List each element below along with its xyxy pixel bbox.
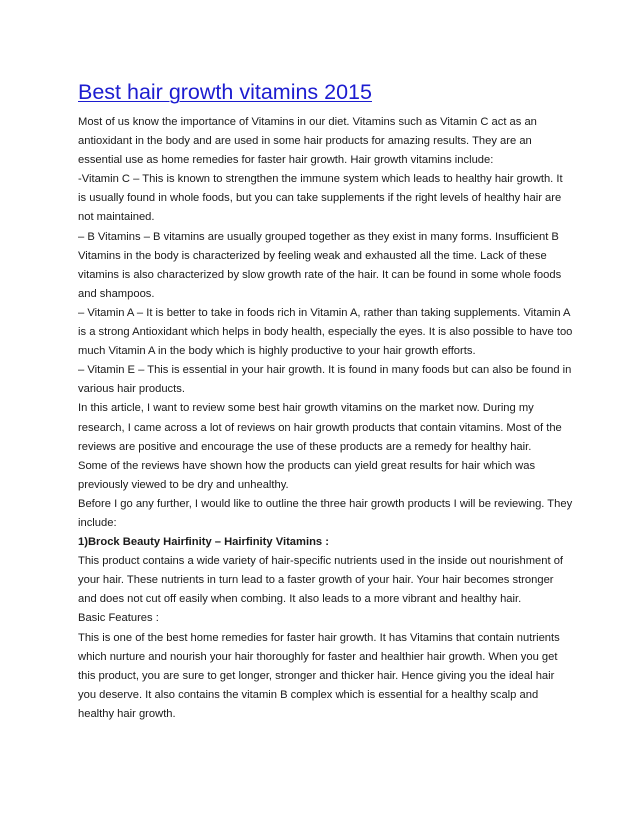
body-text-line: your hair. These nutrients in turn lead to a faster growth of your hair. Your hair becomes stronger [78,574,554,587]
body-text-line: Vitamins in the body is characterized by feeling weak and exhausted all the time. Lack of these [78,249,547,262]
article-body [78,113,578,724]
body-text-line: – Vitamin A – It is better to take in foods rich in Vitamin A, rather than taking supplements. Vitamin A [78,306,571,319]
body-text-line: you deserve. It also contains the vitamin B complex which is essential for a healthy scalp and [78,688,539,701]
body-text-line: and does not cut off easily when combing. It also leads to a more vibrant and healthy hair. [78,593,522,606]
body-text-line: include: [78,516,117,529]
body-text-line: much Vitamin A in the body which is highly productive to your hair growth efforts. [78,345,476,358]
body-text-line: and shampoos. [78,287,155,300]
body-text-line: is a strong Antioxidant which helps in body health, especially the eyes. It is also possible to have too [78,326,573,339]
body-text-line: – B Vitamins – B vitamins are usually grouped together as they exist in many forms. Insufficient B [78,230,559,243]
body-text-line: – Vitamin E – This is essential in your hair growth. It is found in many foods but can also be found in [78,364,572,377]
body-text-line: -Vitamin C – This is known to strengthen the immune system which leads to healthy hair growth. It [78,173,563,186]
body-text-line: This is one of the best home remedies for faster hair growth. It has Vitamins that contain nutrients [78,631,560,644]
body-text-line: antioxidant in the body and are used in some hair products for amazing results. They are an [78,135,532,148]
body-text-line: various hair products. [78,383,185,396]
body-text-line: Basic Features : [78,612,159,625]
body-text-line: Some of the reviews have shown how the products can yield great results for hair which was [78,459,536,472]
body-text-line: vitamins is also characterized by slow growth rate of the hair. It can be found in some whole foods [78,268,562,281]
page-title[interactable]: Best hair growth vitamins 2015 [78,80,372,104]
body-text-line: essential use as home remedies for faster hair growth. Hair growth vitamins include: [78,154,494,167]
body-text-line: research, I came across a lot of reviews on hair growth products that contain vitamins. Most of the [78,421,562,434]
body-text-line: This product contains a wide variety of hair-specific nutrients used in the inside out nourishment of [78,555,564,568]
body-text-line: previously viewed to be dry and unhealthy. [78,478,289,491]
body-text-line: not maintained. [78,211,155,224]
body-text-line: Most of us know the importance of Vitamins in our diet. Vitamins such as Vitamin C act as an [78,116,537,128]
section-heading: 1)Brock Beauty Hairfinity – Hairfinity Vitamins : [78,536,329,549]
body-text-line: Before I go any further, I would like to outline the three hair growth products I will be reviewing. They [78,497,573,510]
body-text-line: reviews are positive and encourage the use of these products are a remedy for healthy hair. [78,440,532,453]
body-text-line: In this article, I want to review some best hair growth vitamins on the market now. During my [78,402,534,415]
body-text-line: is usually found in whole foods, but you can take supplements if the right levels of healthy hair are [78,192,562,205]
body-text-line: this product, you are sure to get longer, stronger and thicker hair. Hence giving you the ideal hair [78,669,555,682]
body-text-line: healthy hair growth. [78,707,176,720]
body-text-line: which nurture and nourish your hair thoroughly for faster and healthier hair growth. When you get [78,650,558,663]
